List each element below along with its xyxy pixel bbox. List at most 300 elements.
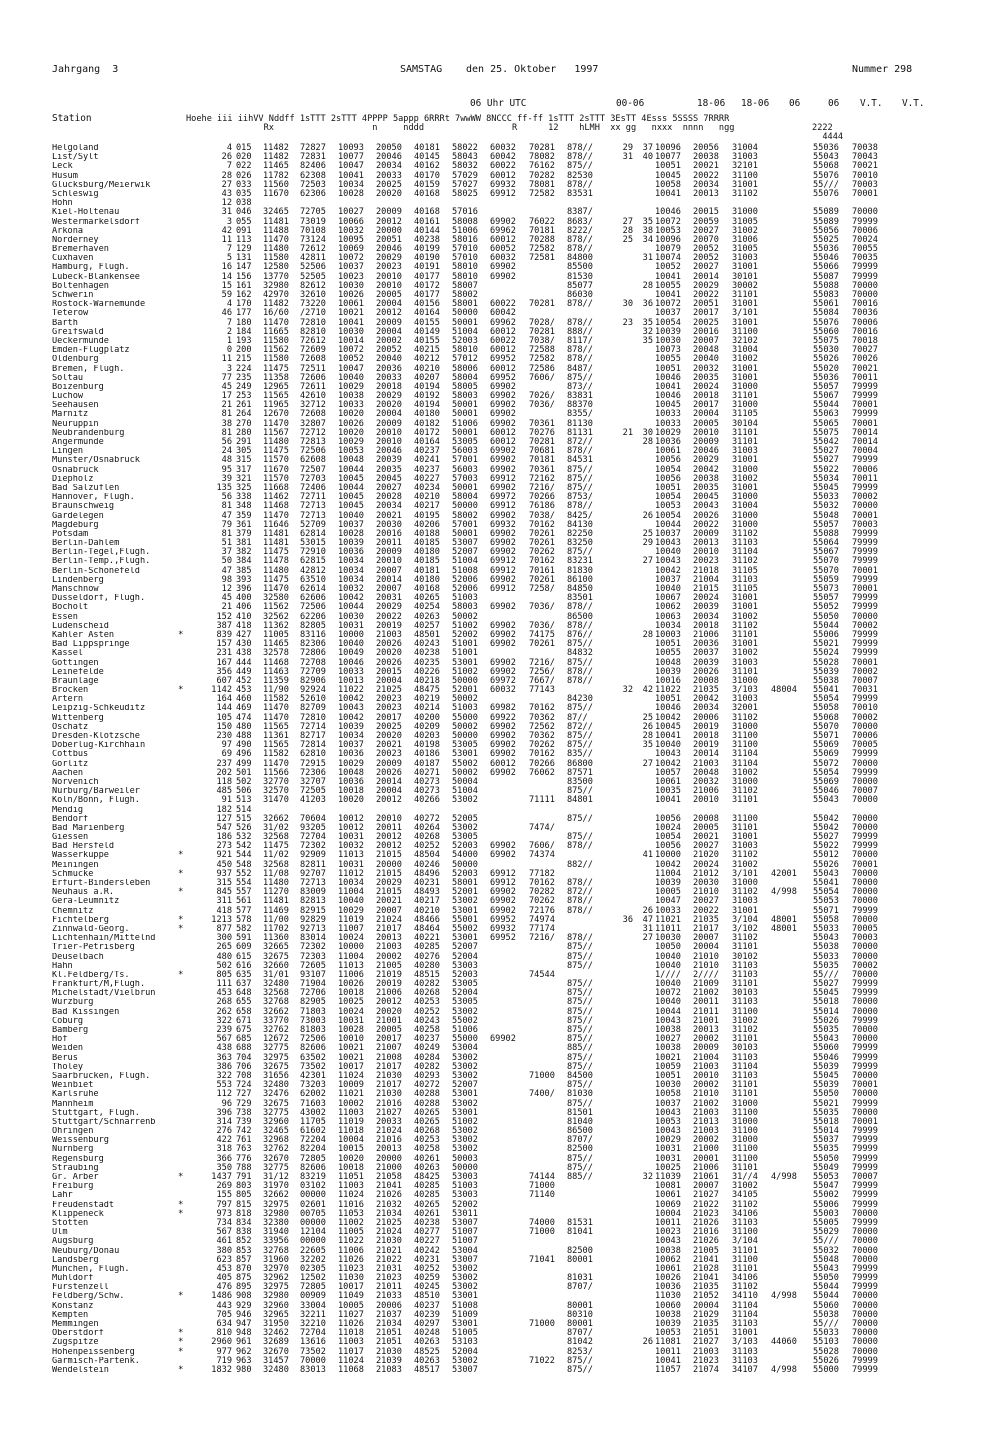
group-1: 11361 [263,731,289,741]
station-number: 020 [236,152,252,163]
group-12: 30102 [732,951,758,962]
group-12: 31105 [732,409,758,420]
vt-label-b: V.T. [902,98,925,109]
group-8: 76162 [529,161,555,172]
group-7: 60032 [490,143,516,153]
group-5: 40164 [414,437,440,447]
group-2: 32610 [300,290,326,300]
station-name: Barth [52,318,78,328]
group-5: 40195 [414,510,440,521]
group-11: 20035 [693,372,719,383]
group-3: 11068 [338,1364,364,1375]
group-4: 20016 [376,528,402,539]
group-4: 20011 [376,822,402,833]
group-15: 79999 [852,629,878,640]
group-2: 72506 [300,602,326,613]
group-14: 55033 [813,492,839,503]
group-10: 11004 [655,868,681,879]
group-1: 11359 [263,675,289,686]
group-8: 7258/ [529,584,555,594]
group-2: 72706 [300,988,326,999]
group-1: 32670 [263,1153,289,1164]
group-9: 878// [567,345,593,356]
height: 7 [226,317,232,328]
group-5: 40238 [414,1217,440,1228]
mountain-station-marker: * [178,1291,184,1302]
group-2: 72711 [300,492,326,503]
group-3: 10034 [338,556,364,567]
group-14: 55044 [813,620,839,631]
group-7: 69902 [490,905,516,916]
group-14: 55048 [813,1254,839,1265]
station-name: Lübeck-Blankensee [52,272,140,282]
group-14: 55/// [813,1319,839,1329]
issue-number: Nummer 298 [852,64,913,75]
group-6: 58006 [452,363,478,374]
group-5: 40243 [414,639,440,650]
group-10: 10051 [655,161,681,172]
group-9: 875// [567,1364,593,1375]
group-9: 82530 [567,170,593,181]
group-3: 10077 [338,152,364,163]
group-9: 876// [567,629,593,640]
group-14: 55039 [813,1080,839,1091]
height: 11 [221,354,232,365]
group-12: 32101 [732,161,758,172]
group-6: 57029 [452,170,478,181]
station-name: Arkona [52,226,84,236]
station-name: Konstanz [52,1301,94,1311]
group-3: 10002 [338,1098,364,1109]
mountain-station-marker: * [178,1328,184,1339]
group-15: 79999 [852,749,878,760]
height: 1142 [211,685,232,696]
group-1: 11965 [263,400,289,411]
group-4: 20010 [376,280,402,291]
height: 127 [216,813,232,824]
group-12: 31104 [732,749,758,760]
group-9: 878// [567,841,593,852]
group-9: 8707/ [567,1282,593,1293]
station-name: Berus [52,1053,78,1063]
station-name: Fichtelberg [52,915,109,925]
station-name: Kempten [52,1310,89,1320]
group-14: 55060 [813,1300,839,1311]
station-number: 852 [236,1236,252,1247]
group-15: 79999 [852,1162,878,1173]
station-name: Erfurt-Bindersleben [52,879,151,888]
group-5: 40180 [414,547,440,558]
table-row [0,1302,1000,1311]
group-12: 31//4 [732,1172,758,1182]
group-3: 10033 [338,666,364,677]
station-name: Meiningen [52,860,99,870]
group-14: 55003 [813,1208,839,1219]
station-number: 561 [236,896,252,907]
group-12: 31102 [732,933,758,944]
group-3: 11024 [338,1070,364,1081]
group-5: 40226 [414,666,440,677]
group-4: 20034 [376,501,402,512]
group-11: 21002 [693,1098,719,1109]
group-9: 875// [567,979,593,990]
height: 50 [221,556,232,567]
group-6: 51001 [452,639,478,650]
height: 81 [221,528,232,539]
group-11: 20010 [693,547,719,558]
table-row [0,851,1000,860]
group-1: 11562 [263,345,289,356]
station-number: 270 [236,418,252,429]
group-6: 58005 [452,381,478,392]
station-number: 026 [236,170,252,181]
group-7: 69902 [490,418,516,429]
group-2: 82204 [300,1144,326,1155]
group-8: 72176 [529,905,555,916]
group-11: 20022 [693,290,719,300]
height: 167 [216,657,232,668]
group-5: 40206 [414,519,440,530]
group-4: 20052 [376,345,402,356]
group-9: 875// [567,1034,593,1045]
group-2: 52506 [300,262,326,273]
group-9: 878// [567,179,593,190]
group-3: 10033 [338,400,364,411]
group-12: 31001 [732,593,758,604]
group-2: 72831 [300,152,326,163]
group-9: 84500 [567,1070,593,1081]
group-12: 30104 [732,418,758,429]
volume-label: Jahrgang 3 [52,64,119,75]
group-10: 10043 [655,1126,681,1137]
height: 396 [216,1107,232,1118]
height: 0 [226,345,232,356]
wind-b: 27 [642,758,653,769]
station-name: Leinefelde [52,667,104,677]
table-row [0,585,1000,594]
group-4: 20027 [376,482,402,493]
station-name: Brocken [52,686,89,696]
group-12: 31101 [732,1245,758,1256]
group-11: 21020 [693,850,719,861]
station-number: 382 [236,547,252,558]
group-2: 82810 [300,326,326,337]
group-9: 872// [567,721,593,732]
wind-a: 23 [622,317,633,328]
group-6: 51007 [452,1236,478,1247]
group-15: 70038 [852,143,878,153]
group-6: 50001 [452,427,478,438]
group-2: 72612 [300,244,326,255]
group-12: 31103 [732,1355,758,1366]
group-9: 81531 [567,1217,593,1228]
group-4: 21015 [376,850,402,861]
group-5: 40285 [414,1181,440,1192]
group-10: 10041 [655,188,681,199]
group-1: 32580 [263,593,289,604]
group-8: 72581 [529,253,555,264]
group-12: 31002 [732,1181,758,1192]
group-14: 55035 [813,1107,839,1118]
group-3: 10015 [338,1144,364,1155]
group-15: 70000 [852,868,878,879]
group-10: 10042 [655,712,681,723]
station-name: Aachen [52,768,84,778]
group-15: 70010 [852,703,878,714]
station-name: Berlin-Dahlem [52,539,120,549]
station-name: Bocholt [52,603,89,613]
group-5: 40185 [414,556,440,567]
station-name: Ueckermünde [52,336,109,346]
group-4: 20004 [376,326,402,337]
group-7: 60012 [490,234,516,245]
group-15: 79999 [852,593,878,604]
group-9: 835// [567,749,593,760]
group-10: 10061 [655,776,681,787]
group-5: 40285 [414,942,440,953]
height: 38 [221,418,232,429]
group-3: 10037 [338,740,364,751]
group-15: 70014 [852,427,878,438]
station-name: Leipzig-Schkeuditz [52,704,146,714]
group-5: 40170 [414,170,440,181]
group-5: 40182 [414,418,440,429]
group-12: 31002 [732,225,758,236]
group-2: 41203 [300,795,326,806]
group-9: 885// [567,1043,593,1054]
group-2: 82717 [300,731,326,741]
group-2: /2710 [300,308,326,319]
station-name: Magdeburg [52,520,99,530]
group-2: 82612 [300,280,326,291]
group-4: 20019 [376,620,402,631]
height: 386 [216,1061,232,1072]
group-1: 11580 [263,335,289,346]
group-4: 20046 [376,446,402,457]
group-6: 50001 [452,528,478,539]
group-11: 20043 [693,501,719,512]
group-9: 878// [567,933,593,944]
group-11: 20018 [693,391,719,402]
station-number: 215 [236,354,252,365]
group-3: 10048 [338,767,364,778]
group-2: 82709 [300,703,326,714]
group-6: 58004 [452,492,478,503]
group-3: 10072 [338,345,364,356]
group-8: 70162 [529,519,555,530]
group-4: 20025 [376,179,402,190]
group-11: 20010 [693,795,719,806]
table-row [0,1118,1000,1127]
group-14: 55048 [813,510,839,521]
station-number: 870 [236,1263,252,1274]
group-2: 52709 [300,519,326,530]
station-number: 502 [236,776,252,787]
group-10: 10024 [655,822,681,833]
group-15: 70001 [852,510,878,521]
group-1: 11/08 [263,868,289,879]
group-15: 70004 [852,446,878,457]
group-11: 20022 [693,519,719,530]
group-3: 10020 [338,427,364,438]
group-11: 21010 [693,951,719,962]
group-9: 878// [567,317,593,328]
group-5: 48525 [414,1346,440,1357]
group-4: 21039 [376,1355,402,1366]
mountain-station-marker: * [178,1346,184,1357]
group-4: 20020 [376,1006,402,1017]
group-6: 53002 [452,795,478,806]
height: 7 [226,244,232,255]
station-number: 729 [236,1098,252,1109]
group-15: 79999 [852,1364,878,1375]
group-11: 20015 [693,207,719,218]
group-12: 31000 [732,776,758,787]
group-3: 10020 [338,795,364,806]
group-15: 70005 [852,923,878,934]
group-7: 69902 [490,510,516,521]
group-3: 10004 [338,1135,364,1146]
group-10: 10048 [655,657,681,668]
group-14: 55026 [813,859,839,870]
group-15: 79999 [852,1126,878,1137]
group-3: 11002 [338,1217,364,1228]
group-12: 31002 [732,648,758,659]
group-12: 31102 [732,620,758,631]
group-12: 31103 [732,960,758,971]
height: 59 [221,290,232,300]
height: 1213 [211,914,232,925]
group-15: 70006 [852,317,878,328]
group-3: 11019 [338,914,364,925]
group-6: 52003 [452,868,478,879]
group-12: 31103 [732,997,758,1008]
group-12: 31101 [732,1089,758,1100]
group-6: 52003 [452,841,478,852]
group-4: 20035 [376,464,402,475]
group-11: 2//// [693,969,719,980]
group-14: 55050 [813,611,839,622]
group-1: 11470 [263,712,289,723]
height: 1 [226,335,232,346]
group-3: 10061 [338,299,364,310]
group-4: 21006 [376,988,402,999]
group-5: 40243 [414,1015,440,1026]
group-10: 10051 [655,694,681,705]
group-1: 32570 [263,786,289,797]
group-2: 42812 [300,565,326,576]
group-9: 83231 [567,556,593,567]
group-4: 21025 [376,685,402,696]
station-number: 184 [236,326,252,337]
group-14: 55050 [813,1153,839,1164]
group-11: 21000 [693,1144,719,1155]
group-11: 20011 [693,997,719,1008]
station-number: 727 [236,1089,252,1100]
group-10: 10011 [655,1217,681,1228]
station-number: 615 [236,951,252,962]
group-1: 32675 [263,951,289,962]
group-12: 31000 [732,1135,758,1146]
group-1: 11582 [263,694,289,705]
group-15: 79999 [852,547,878,558]
group-2: 72915 [300,758,326,769]
group-15: 79999 [852,1144,878,1155]
group-1: 11482 [263,143,289,153]
group-2: 72612 [300,335,326,346]
group-4: 20045 [376,473,402,484]
group-5: 40210 [414,363,440,374]
group-6: 57010 [452,244,478,255]
station-number: 325 [236,482,252,493]
group-15: 70000 [852,1337,878,1348]
group-5: 40248 [414,1328,440,1339]
group-9: 878// [567,354,593,365]
group-3: 10009 [338,1080,364,1091]
group-15: 70000 [852,914,878,925]
group-7: 69912 [490,584,516,594]
group-12: 31005 [732,244,758,255]
group-10: 10043 [655,1107,681,1118]
group-2: 83014 [300,933,326,944]
group-6: 58032 [452,161,478,172]
height: 269 [216,1181,232,1192]
group-7: 69902 [490,666,516,677]
group-12: 31001 [732,832,758,843]
group-12: 31103 [732,1346,758,1357]
group-9: 8683/ [567,216,593,227]
group-1: 11470 [263,510,289,521]
height: 135 [216,482,232,493]
group-2: 83013 [300,1364,326,1375]
date-label: den 25. Oktober 1997 [466,64,599,75]
group-14: 55057 [813,381,839,392]
group-2: 72505 [300,786,326,797]
group-7: 69902 [490,841,516,852]
group-12: 3/101 [732,868,758,879]
group-11: 21011 [693,1006,719,1017]
station-name: Bad Kissingen [52,1007,120,1017]
table-row [0,1247,1000,1256]
group-6: 50000 [452,1162,478,1173]
group-3: 11016 [338,1199,364,1210]
group-6: 53002 [452,1006,478,1017]
station-name: Osnabrück [52,465,99,475]
group-12: 31004 [732,345,758,356]
group-7: 69902 [490,271,516,282]
group-14: 55043 [813,1034,839,1045]
group-14: 55072 [813,758,839,769]
group-4: 20005 [376,290,402,300]
group-1: 11270 [263,887,289,898]
group-2: 02305 [300,1263,326,1274]
group-11: 21035 [693,1282,719,1293]
group-4: 21003 [376,942,402,953]
group-10: 10060 [655,1300,681,1311]
station-number: 348 [236,501,252,512]
group-4: 20009 [376,758,402,769]
group-2: 72704 [300,832,326,843]
group-7: 69902 [490,767,516,778]
station-name: Glücksburg/Meierwik [52,180,151,190]
group-1: 11475 [263,547,289,558]
wind-a: 21 [622,427,633,438]
group-3: 10024 [338,1006,364,1017]
group-11: 21016 [693,1227,719,1238]
height: 262 [216,1006,232,1017]
group-7: 69932 [490,179,516,190]
group-12: 31101 [732,1034,758,1045]
